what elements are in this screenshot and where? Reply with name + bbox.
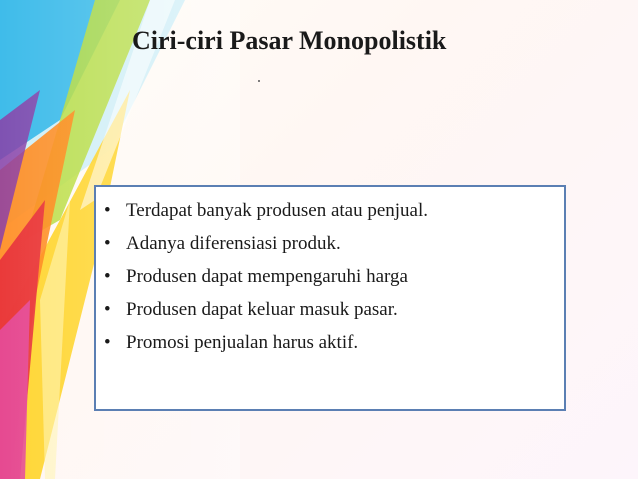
bullet-item <box>104 265 564 288</box>
bullet-item <box>104 331 564 354</box>
bullet-dot-icon: • <box>104 332 111 353</box>
bullet-box <box>94 185 566 411</box>
bullet-text: Promosi penjualan harus aktif. <box>126 332 359 353</box>
stray-dot <box>258 80 260 82</box>
slide-title: Ciri-ciri Pasar Monopolistik <box>132 26 447 55</box>
bullet-item <box>104 199 564 222</box>
bullet-dot-icon: • <box>104 266 111 287</box>
bullet-dot-icon: • <box>104 233 111 254</box>
bullet-dot-icon: • <box>104 299 111 320</box>
bullet-text: Produsen dapat mempengaruhi harga <box>126 266 408 287</box>
bullet-text: Produsen dapat keluar masuk pasar. <box>126 299 398 320</box>
bullet-dot-icon: • <box>104 200 111 221</box>
bullet-item <box>104 298 564 321</box>
bullet-text: Terdapat banyak produsen atau penjual. <box>126 200 429 221</box>
bullet-text: Adanya diferensiasi produk. <box>126 233 341 254</box>
bullet-item <box>104 232 564 255</box>
bullet-list <box>96 187 564 354</box>
